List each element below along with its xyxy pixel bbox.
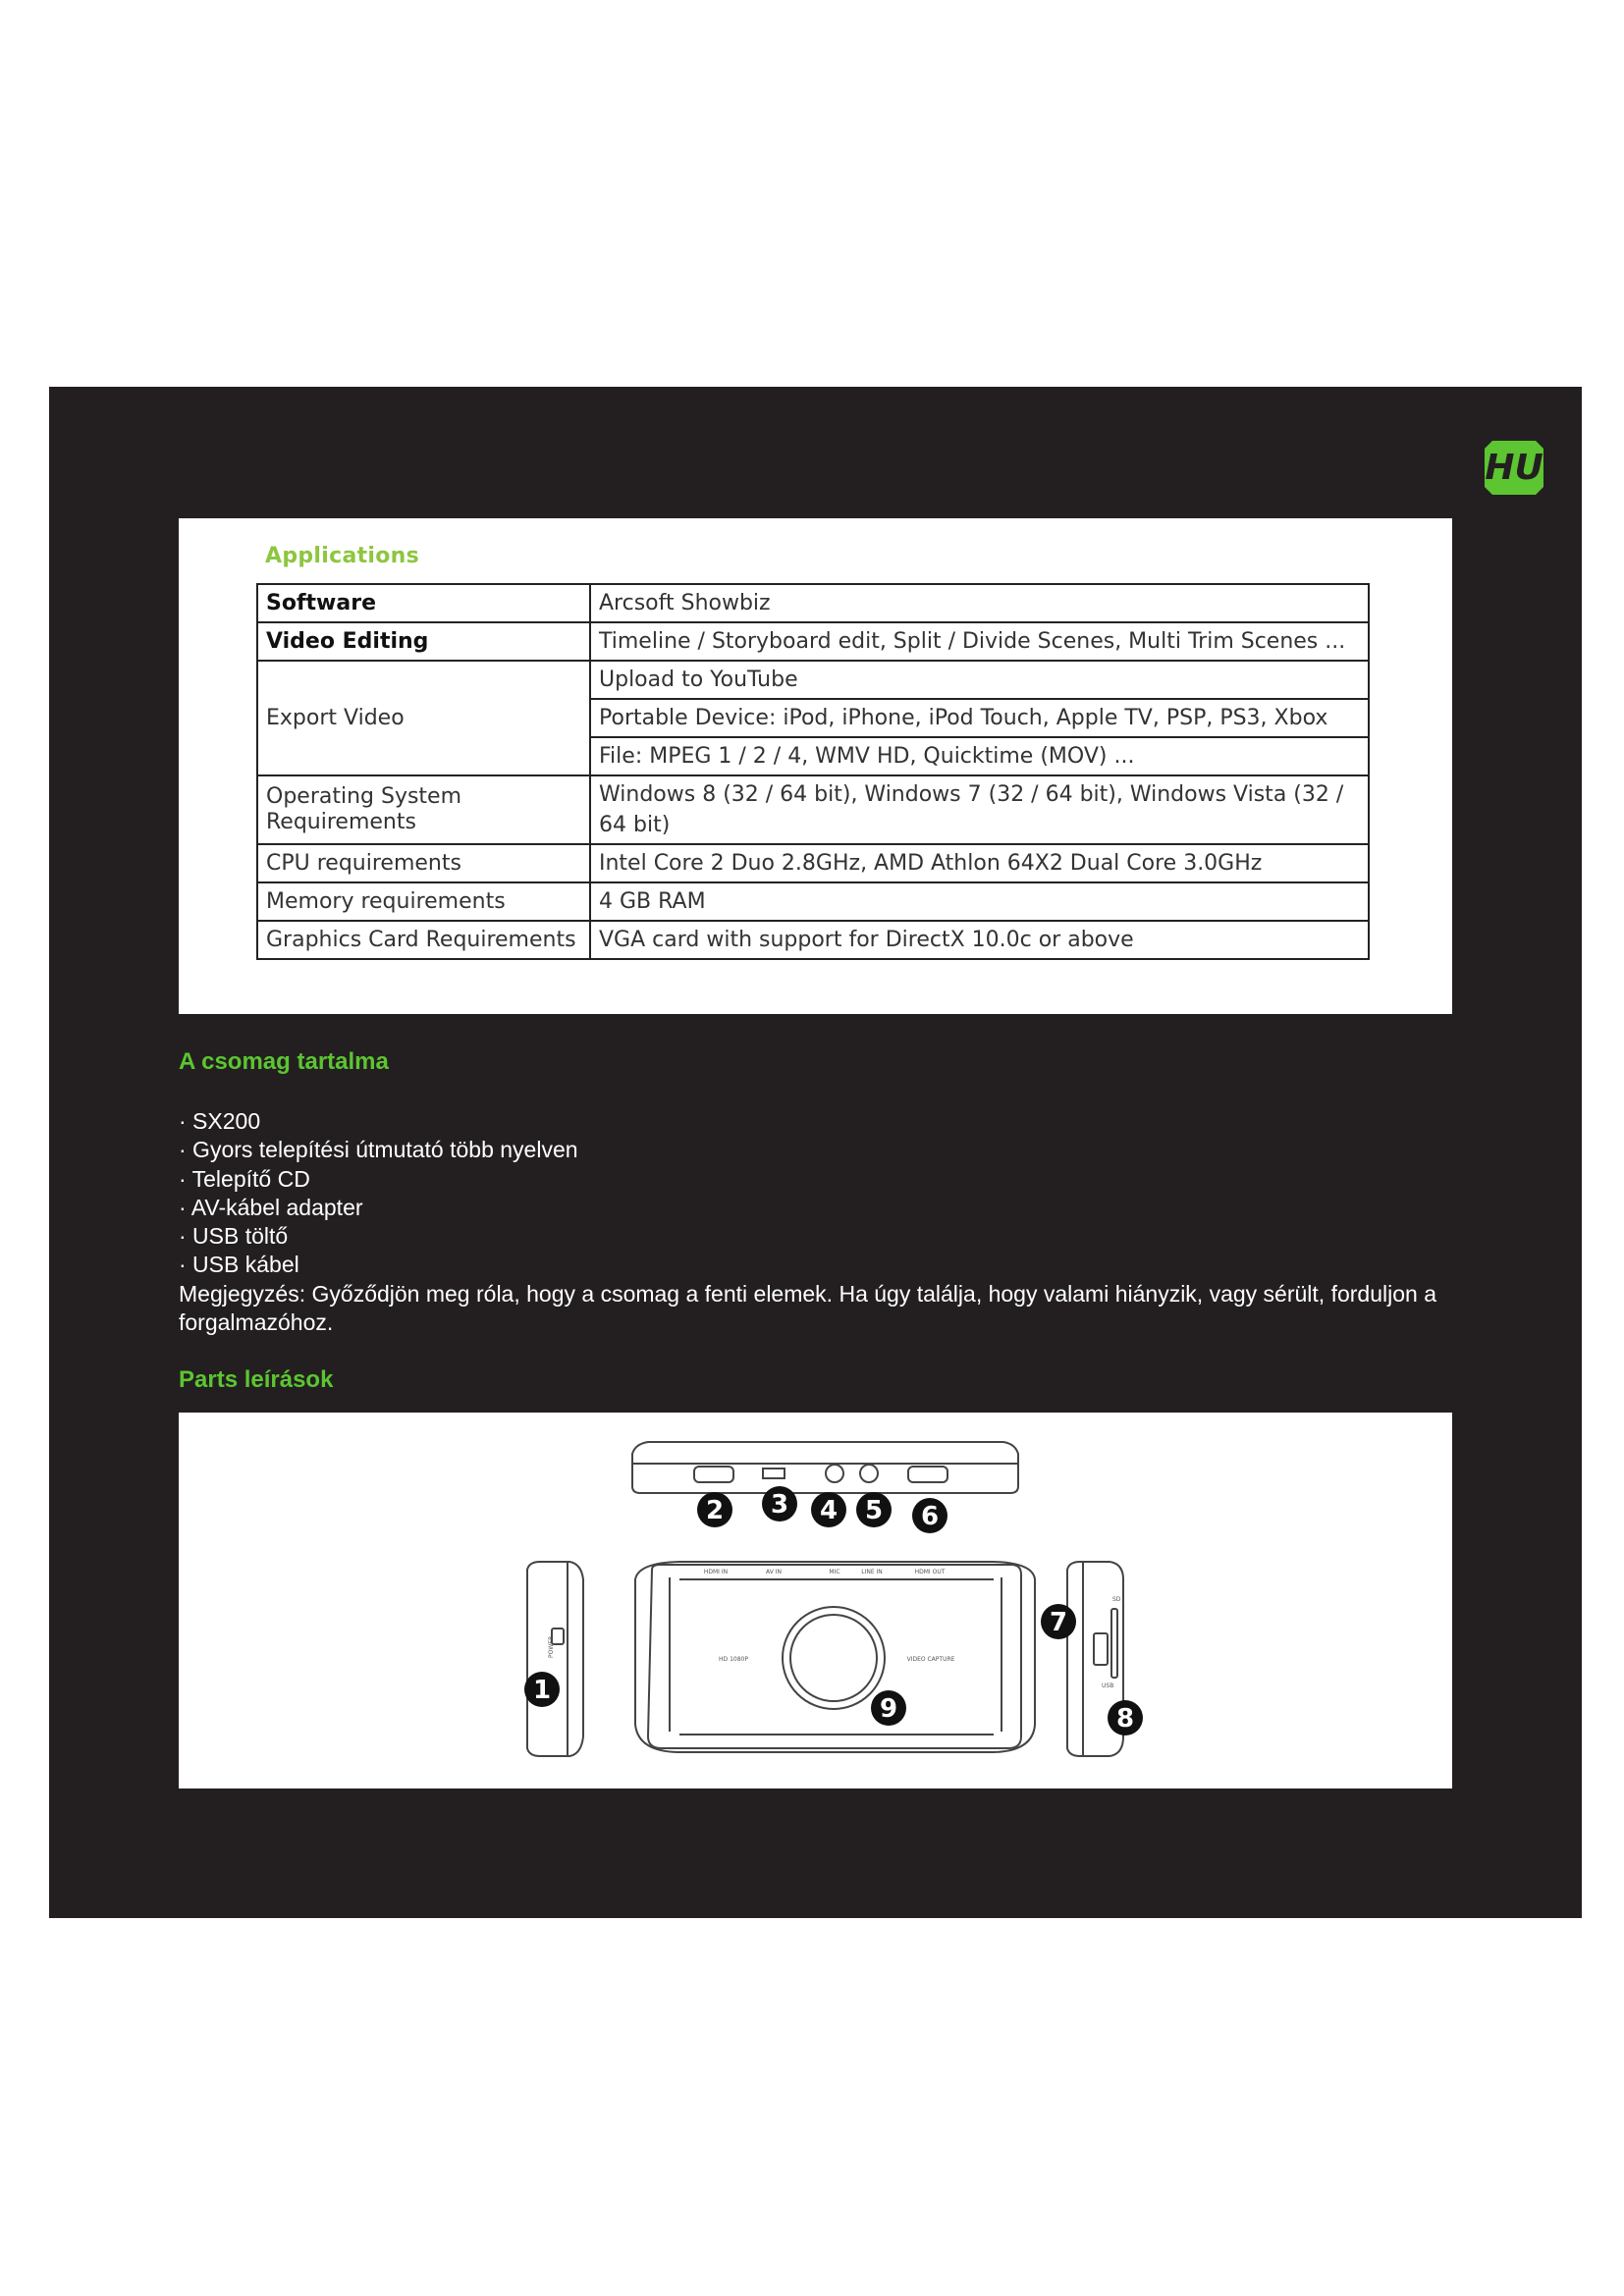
- parts-title: Parts leírások: [179, 1366, 334, 1393]
- row-value: Intel Core 2 Duo 2.8GHz, AMD Athlon 64X2 Dual Core 3.0GHz: [590, 844, 1369, 882]
- hdmi-in-port: [694, 1467, 733, 1482]
- table-row: [257, 661, 1369, 699]
- callout-5: [856, 1492, 892, 1527]
- line-in-port: [860, 1465, 878, 1482]
- device-left-view: [527, 1562, 583, 1756]
- row-label: Export Video: [257, 661, 590, 775]
- dark-panel: [49, 387, 1582, 1918]
- row-label: Graphics Card Requirements: [257, 921, 590, 959]
- row-label: Memory requirements: [257, 882, 590, 921]
- side-label-sd: SD: [1112, 1596, 1121, 1603]
- language-badge-text: HU: [1485, 448, 1543, 488]
- callout-3: [762, 1486, 797, 1522]
- row-label: CPU requirements: [257, 844, 590, 882]
- callout-1: [524, 1672, 560, 1707]
- callout-2: [697, 1492, 732, 1527]
- callout-6: [912, 1498, 947, 1533]
- applications-heading: Applications: [265, 544, 420, 568]
- svg-text:8: 8: [1115, 1704, 1135, 1734]
- applications-table: [256, 583, 1370, 960]
- list-item: · SX200: [179, 1108, 261, 1134]
- list-item: · USB kábel: [179, 1252, 299, 1278]
- table-row: [257, 622, 1369, 661]
- svg-text:7: 7: [1049, 1608, 1068, 1637]
- row-value: Arcsoft Showbiz: [590, 584, 1369, 622]
- table-row: [257, 882, 1369, 921]
- port-label-hdmi-in: HDMI IN: [703, 1569, 729, 1575]
- list-item: · Telepítő CD: [179, 1165, 310, 1192]
- table-row: [257, 844, 1369, 882]
- front-label-capture: VIDEO CAPTURE: [906, 1656, 955, 1663]
- device-top-view: [632, 1442, 1018, 1493]
- applications-card: [179, 518, 1452, 1014]
- row-value: Portable Device: iPod, iPhone, iPod Touch, Apple TV, PSP, PS3, Xbox: [590, 699, 1369, 737]
- port-label-av-in: AV IN: [766, 1569, 782, 1575]
- hdmi-out-port: [908, 1467, 947, 1482]
- row-value: Windows 8 (32 / 64 bit), Windows 7 (32 / 64 bit), Windows Vista (32 / 64 bit): [590, 775, 1369, 844]
- callout-4: [811, 1492, 846, 1527]
- usb-port: [1094, 1633, 1108, 1665]
- row-value: VGA card with support for DirectX 10.0c or above: [590, 921, 1369, 959]
- svg-text:9: 9: [879, 1694, 898, 1724]
- mic-port: [826, 1465, 843, 1482]
- av-in-port: [763, 1468, 785, 1478]
- parts-diagram-card: [179, 1413, 1452, 1789]
- port-label-line-in: LINE IN: [861, 1569, 883, 1575]
- sd-slot: [1111, 1609, 1117, 1678]
- package-contents-title: A csomag tartalma: [179, 1048, 389, 1075]
- svg-text:2: 2: [705, 1496, 725, 1525]
- callout-7: [1041, 1604, 1076, 1639]
- language-badge: [1485, 441, 1543, 495]
- capture-button: [783, 1607, 885, 1709]
- row-value: Upload to YouTube: [590, 661, 1369, 699]
- row-value: 4 GB RAM: [590, 882, 1369, 921]
- table-row: [257, 584, 1369, 622]
- port-label-mic: MIC: [829, 1569, 840, 1575]
- table-row: [257, 921, 1369, 959]
- package-contents-list: [179, 1107, 1465, 1337]
- row-value: Timeline / Storyboard edit, Split / Divide Scenes, Multi Trim Scenes ...: [590, 622, 1369, 661]
- list-item: · Gyors telepítési útmutató több nyelven: [179, 1137, 578, 1163]
- device-diagram: [179, 1413, 1452, 1789]
- list-item: · AV-kábel adapter: [179, 1194, 363, 1220]
- callout-9: [871, 1690, 906, 1726]
- device-front-view: [635, 1562, 1035, 1752]
- row-label: Software: [257, 584, 590, 622]
- package-note: Megjegyzés: Győződjön meg róla, hogy a csomag a fenti elemek. Ha úgy találja, hogy valami hiányzik, vagy sérült, forduljon a forgalmazóhoz.: [179, 1280, 1436, 1336]
- svg-text:4: 4: [819, 1496, 839, 1525]
- row-label: Operating System Requirements: [257, 775, 590, 844]
- callout-8: [1108, 1700, 1143, 1735]
- svg-text:6: 6: [920, 1502, 940, 1531]
- side-label-power: POWER: [548, 1635, 555, 1658]
- port-label-hdmi-out: HDMI OUT: [914, 1569, 946, 1575]
- svg-text:5: 5: [864, 1496, 884, 1525]
- side-label-usb: USB: [1102, 1682, 1114, 1689]
- svg-text:3: 3: [770, 1490, 789, 1520]
- row-value: File: MPEG 1 / 2 / 4, WMV HD, Quicktime (MOV) ...: [590, 737, 1369, 775]
- svg-text:1: 1: [532, 1676, 552, 1705]
- list-item: · USB töltő: [179, 1223, 289, 1250]
- table-row: [257, 775, 1369, 844]
- front-label-hd: HD 1080P: [719, 1656, 748, 1663]
- row-label: Video Editing: [257, 622, 590, 661]
